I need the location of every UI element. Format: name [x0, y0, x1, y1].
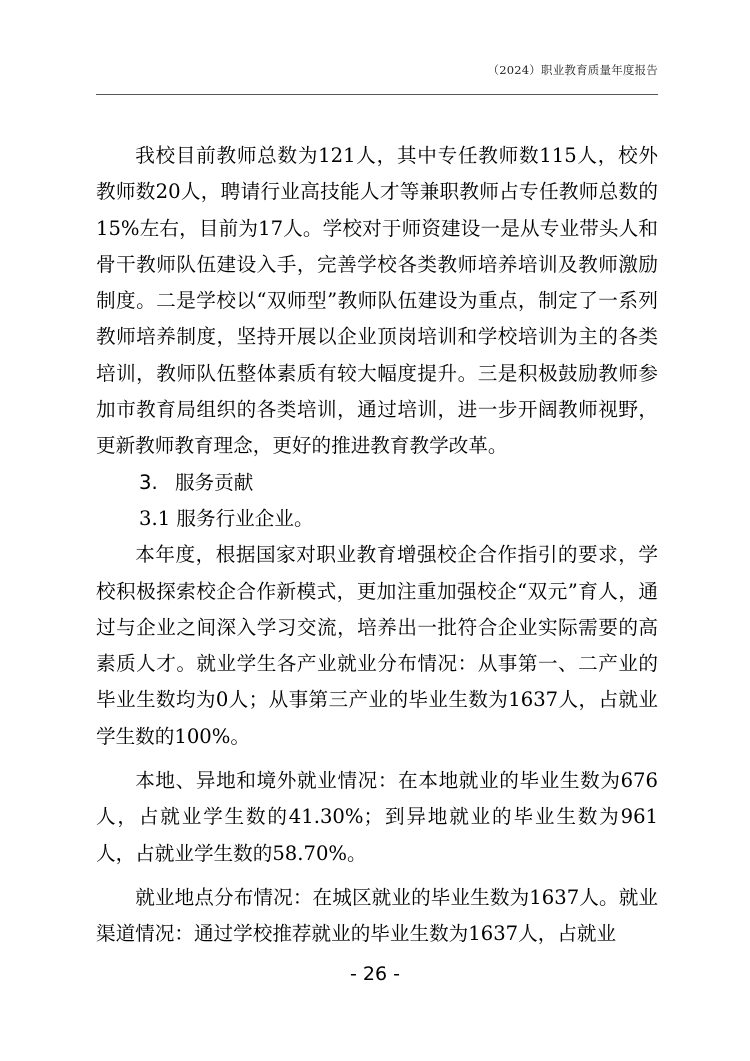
paragraph-gap: [96, 872, 658, 880]
header-divider: [96, 94, 658, 95]
section-heading: [96, 465, 658, 501]
paragraph-gap: [96, 755, 658, 763]
page-number: - 26 -: [350, 963, 400, 985]
paragraph-employment-channel: 就业地点分布情况：在城区就业的毕业生数为1637人。就业渠道情况：通过学校推荐就业的毕业生数为1637人，占就业: [96, 885, 658, 946]
body-text: [96, 138, 658, 953]
paragraph-teachers: 我校目前教师总数为121人，其中专任教师数115人，校外教师数20人，聘请行业高技能人才等兼职教师占专任教师总数的15%左右，目前为17人。学校对于师资建设一是从专业带头人和骨干教师队伍建设入手，完善学校各类教师培养培训及教师激励制度。二是学校以“双师型”教师队伍建设为重点，制定了一系列教师培养制度，坚持开展以企业顶岗培训和学校培训为主的各类培训，教师队伍整体素质有较大幅度提升。三是积极鼓励教师参加市教育局组织的各类培训，通过培训，进一步开阔教师视野，更新教师教育理念，更好的推进教育教学改革。: [96, 144, 658, 458]
subsection-heading: 3.1 服务行业企业。: [139, 506, 314, 530]
paragraph-industry: 本年度，根据国家对职业教育增强校企合作指引的要求，学校积极探索校企合作新模式，更加注重加强校企“双元”育人，通过与企业之间深入学习交流，培养出一批符合企业实际需要的高素质人才。就业学生各产业就业分布情况：从事第一、二产业的毕业生数均为0人；从事第三产业的毕业生数为1637人，占就业学生数的100%。: [96, 543, 658, 748]
running-header: （2024）职业教育质量年度报告: [487, 63, 658, 77]
section-number: 3.: [139, 470, 158, 494]
section-title: 服务贡献: [175, 470, 254, 494]
paragraph-employment-location: 本地、异地和境外就业情况：在本地就业的毕业生数为676人，占就业学生数的41.30%；到异地就业的毕业生数为961人，占就业学生数的58.70%。: [96, 769, 658, 865]
